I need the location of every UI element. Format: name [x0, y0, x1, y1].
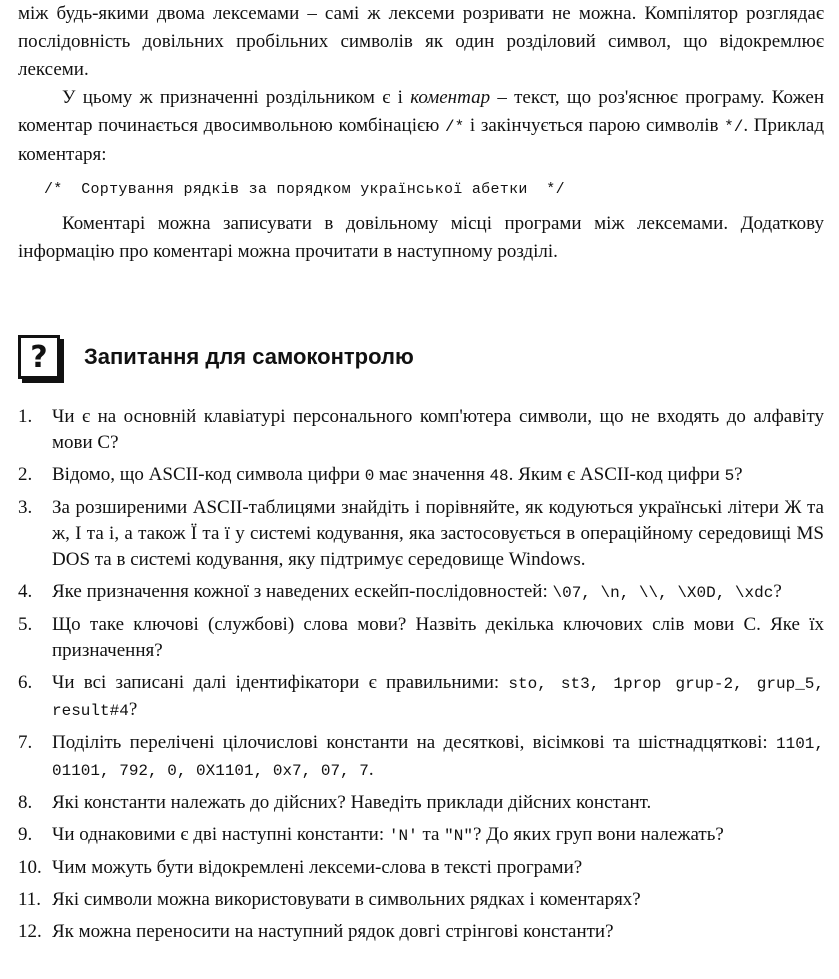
list-item [18, 579, 824, 606]
list-item [18, 670, 824, 724]
question-text: Чи є на основній клавіатурі персонального комп'ютера символи, що не входять до алфавіту мови С? [52, 406, 824, 453]
question-text [52, 579, 824, 606]
text-part: має значення [374, 464, 490, 485]
text-part: Чи однаковими є дві наступні константи: [52, 824, 389, 845]
question-text: За розширеними ASCII-таблицями знайдіть і порівняйте, як кодуються українські літери Ж та ж, І та і, а також Ї та ї у системі кодування, яка застосовується в операційному середовищі MS DOS та в системі кодування, яку підтримує середовище Windows. [52, 497, 824, 570]
list-item [18, 404, 824, 456]
text-part: Чи всі записані далі ідентифікатори є правильними: [52, 672, 509, 693]
question-text: Що таке ключові (службові) слова мови? Назвіть декілька ключових слів мови С. Яке їх призначення? [52, 614, 824, 661]
intro-paragraph-1: між будь-якими двома лексемами – самі ж лексеми розривати не можна. Компілятор розглядає послідовність довільних пробільних символів як один розділовий символ, що відокремлює лексеми. [18, 3, 824, 80]
list-item [18, 822, 824, 849]
text-part: Відомо, що ASCII-код символа цифри [52, 464, 365, 485]
list-item [18, 612, 824, 664]
code-token: \07, \n, \\, \X0D, \xdc [552, 584, 774, 602]
question-text: Як можна переносити на наступний рядок довгі стрінгові константи? [52, 921, 614, 942]
list-item [18, 887, 824, 913]
code-token: 0 [364, 467, 375, 485]
question-text [52, 462, 824, 489]
text-part: та [417, 824, 445, 845]
list-item [18, 495, 824, 573]
question-number: 7. [18, 732, 33, 753]
code-token: sto, st3, 1prop grup-2, grup_5, result#4 [52, 675, 824, 720]
list-item [18, 919, 824, 945]
question-number: 3. [18, 497, 33, 518]
intro-paragraph-2 [18, 84, 824, 169]
code-token: 5 [724, 467, 735, 485]
question-number: 5. [18, 614, 33, 635]
list-item [18, 462, 824, 489]
question-text: Які символи можна використовувати в символьних рядках і коментарях? [52, 889, 641, 910]
code-token: 48 [489, 467, 509, 485]
text-part: . [368, 759, 374, 780]
list-item [18, 790, 824, 816]
question-text [52, 670, 824, 724]
text-part: Поділіть перелічені цілочислові константи на десяткові, вісімкові та шістнадцяткові: [52, 732, 776, 753]
question-number: 12. [18, 921, 42, 942]
question-mark-icon: ? [18, 335, 60, 379]
question-number: 8. [18, 792, 33, 813]
comment-close-token: */ [724, 118, 744, 136]
code-token: "N" [444, 827, 473, 845]
intro-text [18, 0, 824, 266]
list-item [18, 855, 824, 881]
code-token: 1101, 01101, 792, 0, 0X1101, 0x7, 07, 7 [52, 735, 824, 780]
section-header [18, 333, 414, 381]
para2-text: – текст, що роз'яснює програму. Кожен коментар починається двосимвольною комбінацією [18, 87, 824, 136]
text-part: ? [734, 464, 743, 485]
question-number: 6. [18, 672, 33, 693]
para2-text: і закінчується парою символів [464, 115, 725, 136]
question-text: Чим можуть бути відокремлені лексеми-слова в тексті програми? [52, 857, 583, 878]
comment-open-token: /* [445, 118, 465, 136]
questions-list [18, 404, 824, 951]
question-number: 1. [18, 406, 33, 427]
text-part: Яке призначення кожної з наведених ескейп-послідовностей: [52, 581, 553, 602]
question-number: 10. [18, 857, 42, 878]
text-part: . Яким є ASCII-код цифри [508, 464, 725, 485]
comment-term: коментар [410, 87, 491, 108]
code-token: 'N' [388, 827, 418, 845]
question-text [52, 822, 824, 849]
question-number: 9. [18, 824, 33, 845]
text-part: ? До яких груп вони належать? [472, 824, 724, 845]
code-example: /* Сортування рядків за порядком української абетки */ [44, 181, 565, 198]
intro-paragraph-3: Коментарі можна записувати в довільному місці програми між лексемами. Додаткову інформацію про коментарі можна прочитати в наступному розділі. [18, 213, 824, 262]
text-part: ? [773, 581, 782, 602]
question-text [52, 730, 824, 784]
para2-text: . Приклад коментаря: [18, 115, 824, 165]
question-number: 2. [18, 464, 33, 485]
section-title: Запитання для самоконтролю [84, 344, 414, 369]
para2-text: У цьому ж призначенні роздільником є і [62, 87, 411, 108]
text-part: ? [128, 699, 138, 720]
question-number: 11. [18, 889, 42, 910]
list-item [18, 730, 824, 784]
question-number: 4. [18, 581, 33, 602]
question-text: Які константи належать до дійсних? Наведіть приклади дійсних констант. [52, 792, 652, 813]
